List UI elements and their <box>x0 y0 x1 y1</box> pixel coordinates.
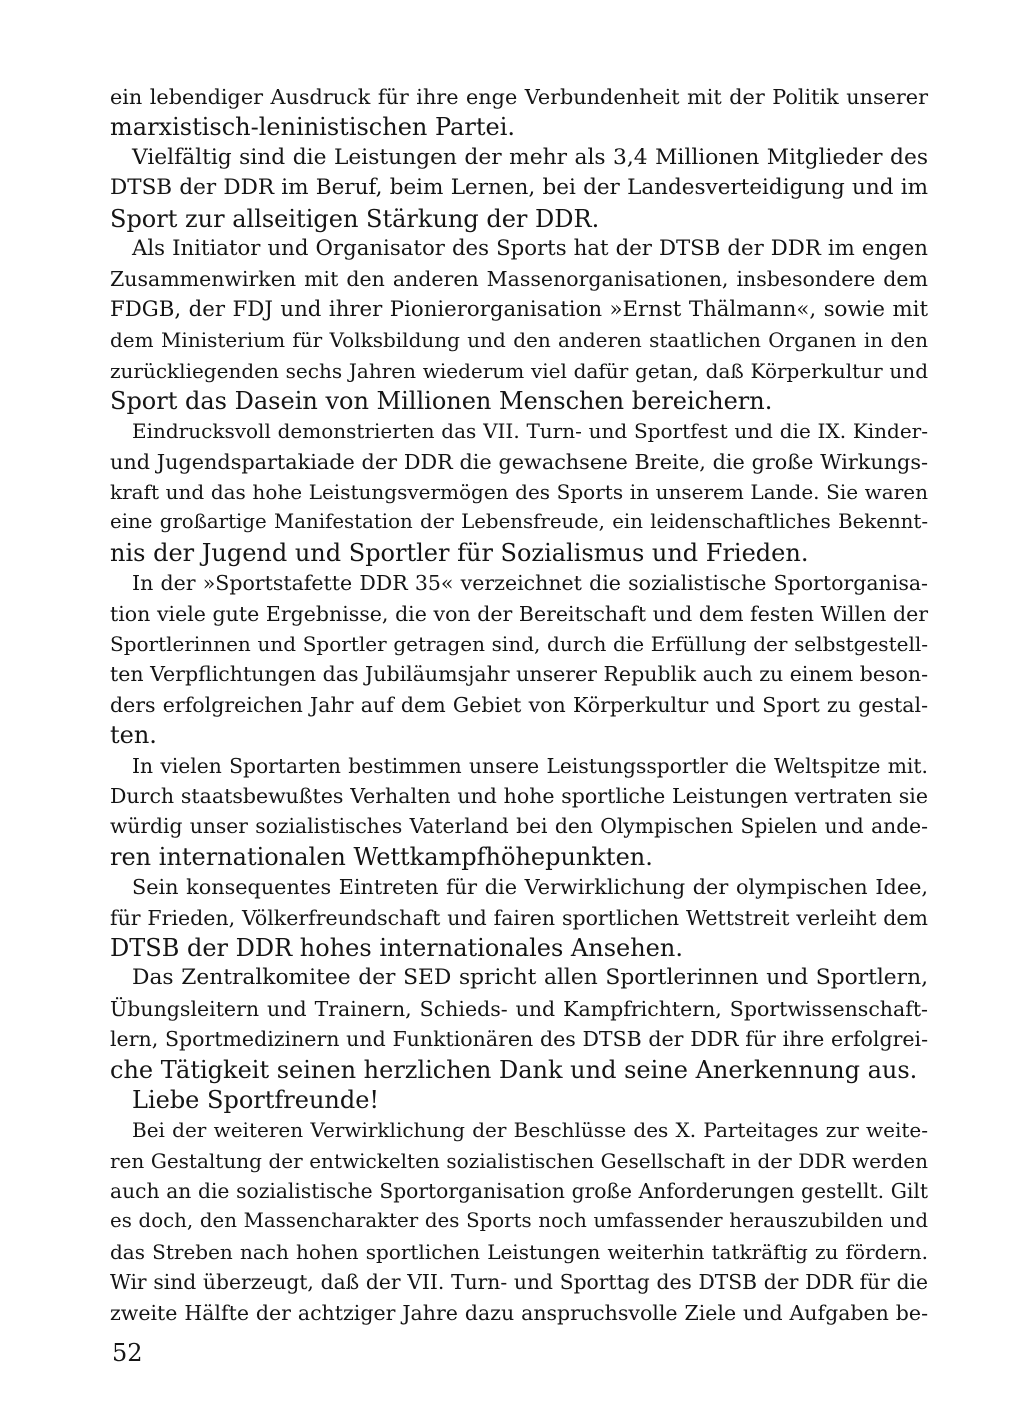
text-line: Durch staatsbewußtes Verhalten und hohe sportliche Leistungen vertraten sie <box>110 783 928 808</box>
paragraph <box>110 234 928 416</box>
paragraph <box>110 416 928 568</box>
text-line: Bei der weiteren Verwirklichung der Beschlüsse des X. Parteitages zur weite- <box>132 1118 928 1143</box>
text-line: Vielfältig sind die Leistungen der mehr als 3,4 Millionen Mitglieder des <box>132 144 928 170</box>
text-line: zweite Hälfte der achtziger Jahre dazu anspruchsvolle Ziele und Aufgaben be- <box>110 1300 928 1325</box>
text-line: ders erfolgreichen Jahr auf dem Gebiet von Körperkultur und Sport zu gestal- <box>110 692 928 717</box>
text-line: Zusammenwirken mit den anderen Massenorganisationen, insbesondere dem <box>110 267 928 292</box>
text-line: Sein konsequentes Eintreten für die Verwirklichung der olympischen Idee, <box>132 875 928 900</box>
text-line: ren internationalen Wettkampfhöhepunkten. <box>110 842 653 871</box>
text-line: Eindrucksvoll demonstrierten das VII. Turn- und Sportfest und die IX. Kinder- <box>132 419 928 444</box>
text-line: ten. <box>110 721 157 750</box>
text-line: würdig unser sozialistisches Vaterland bei den Olympischen Spielen und ande- <box>110 814 928 839</box>
text-line: Wir sind überzeugt, daß der VII. Turn- und Sporttag des DTSB der DDR für die <box>110 1270 928 1295</box>
paragraph <box>110 568 928 750</box>
text-line: es doch, den Massencharakter des Sports noch umfassender herauszubilden und <box>110 1209 928 1233</box>
text-line: Sportlerinnen und Sportler getragen sind, durch die Erfüllung der selbstgestell- <box>110 632 928 657</box>
text-line: che Tätigkeit seinen herzlichen Dank und seine Anerkennung aus. <box>110 1055 918 1084</box>
paragraph <box>110 143 928 234</box>
text-line: FDGB, der FDJ und ihrer Pionierorganisation »Ernst Thälmann«, sowie mit <box>110 296 928 322</box>
text-line: kraft und das hohe Leistungsvermögen des Sports in unserem Lande. Sie waren <box>110 480 928 505</box>
text-line: In der »Sportstafette DDR 35« verzeichnet die sozialistische Sportorganisa- <box>132 571 928 596</box>
paragraph <box>110 872 928 963</box>
text-line: DTSB der DDR hohes internationales Ansehen. <box>110 933 683 962</box>
page-body <box>110 82 928 1328</box>
text-line: ren Gestaltung der entwickelten sozialistischen Gesellschaft in der DDR werden <box>110 1148 928 1173</box>
paragraph <box>110 751 928 873</box>
text-line: ten Verpflichtungen das Jubiläumsjahr unserer Republik auch zu einem beson- <box>110 662 928 687</box>
text-line: nis der Jugend und Sportler für Sozialismus und Frieden. <box>110 538 809 567</box>
text-line: lern, Sportmedizinern und Funktionären des DTSB der DDR für ihre erfolgrei- <box>110 1027 928 1052</box>
paragraph <box>110 963 928 1085</box>
text-line: auch an die sozialistische Sportorganisation große Anforderungen gestellt. Gilt <box>110 1179 928 1204</box>
text-line: eine großartige Manifestation der Lebensfreude, ein leidenschaftliches Bekennt- <box>110 510 928 534</box>
paragraph <box>110 1115 928 1328</box>
text-line: für Frieden, Völkerfreundschaft und fairen sportlichen Wettstreit verleiht dem <box>110 905 928 930</box>
text-line: das Streben nach hohen sportlichen Leistungen weiterhin tatkräftig zu fördern. <box>110 1239 928 1264</box>
text-line: In vielen Sportarten bestimmen unsere Leistungssportler die Weltspitze mit. <box>132 753 928 778</box>
text-line: Als Initiator und Organisator des Sports hat der DTSB der DDR im engen <box>132 235 928 261</box>
paragraph <box>110 82 928 143</box>
text-line: Liebe Sportfreunde! <box>132 1085 380 1114</box>
page-number: 52 <box>112 1339 143 1367</box>
text-line: tion viele gute Ergebnisse, die von der Bereitschaft und dem festen Willen der <box>110 601 928 626</box>
text-line: Sport zur allseitigen Stärkung der DDR. <box>110 204 600 233</box>
text-line: dem Ministerium für Volksbildung und den anderen staatlichen Organen in den <box>110 328 928 353</box>
paragraph <box>110 1085 928 1115</box>
text-line: DTSB der DDR im Beruf, beim Lernen, bei der Landesverteidigung und im <box>110 175 928 201</box>
text-line: marxistisch-leninistischen Partei. <box>110 113 515 142</box>
text-line: Das Zentralkomitee der SED spricht allen Sportlerinnen und Sportlern, <box>132 965 928 991</box>
text-line: Übungsleitern und Trainern, Schieds- und Kampfrichtern, Sportwissenschaft- <box>110 996 928 1021</box>
text-line: und Jugendspartakiade der DDR die gewachsene Breite, die große Wirkungs- <box>110 449 928 474</box>
text-line: ein lebendiger Ausdruck für ihre enge Verbundenheit mit der Politik unserer <box>110 85 928 109</box>
text-line: Sport das Dasein von Millionen Menschen bereichern. <box>110 386 773 415</box>
text-line: zurückliegenden sechs Jahren wiederum viel dafür getan, daß Körperkultur und <box>110 358 928 383</box>
